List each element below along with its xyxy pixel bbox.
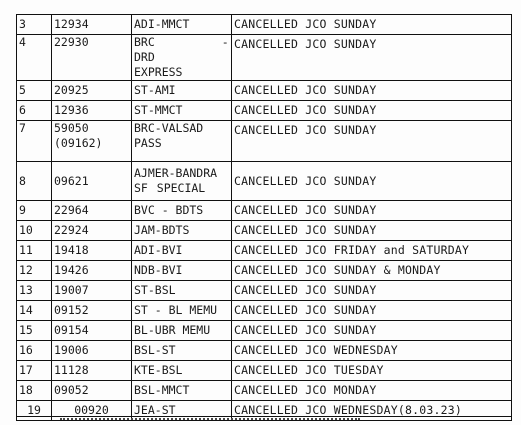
- table-row: [17, 341, 512, 361]
- train-number: 19426: [52, 261, 132, 281]
- cancellation-remark: CANCELLED JCO SUNDAY: [232, 121, 512, 162]
- cancellation-remark: CANCELLED JCO SUNDAY: [232, 301, 512, 321]
- train-route: NDB-BVI: [132, 261, 232, 281]
- train-number: 11128: [52, 361, 132, 381]
- table-row: [17, 241, 512, 261]
- cancellation-remark: CANCELLED JCO SUNDAY: [232, 201, 512, 221]
- cancellation-remark: CANCELLED JCO MONDAY: [232, 381, 512, 401]
- train-route: JAM-BDTS: [132, 221, 232, 241]
- train-route: BRC - DRD EXPRESS: [132, 35, 232, 81]
- table-bottom-border: [16, 416, 511, 417]
- train-number: 09152: [52, 301, 132, 321]
- serial-number: 19: [17, 401, 52, 421]
- train-route: JEA-ST: [132, 401, 232, 421]
- table-row: [17, 15, 512, 35]
- train-route: BSL-MMCT: [132, 381, 232, 401]
- train-route-text: AJMER-BANDRA SF SPECIAL: [134, 166, 218, 195]
- train-route: KTE-BSL: [132, 361, 232, 381]
- train-route: ADI-MMCT: [132, 15, 232, 35]
- table-row: [17, 121, 512, 162]
- serial-number: 12: [17, 261, 52, 281]
- cancellation-remark: CANCELLED JCO TUESDAY: [232, 361, 512, 381]
- serial-number: 10: [17, 221, 52, 241]
- table-row: [17, 361, 512, 381]
- train-number: 19006: [52, 341, 132, 361]
- serial-number: 17: [17, 361, 52, 381]
- serial-number: 6: [17, 101, 52, 121]
- table-row: [17, 321, 512, 341]
- table-row: [17, 35, 512, 81]
- train-route: ST-AMI: [132, 81, 232, 101]
- serial-number: 11: [17, 241, 52, 261]
- table-row: [17, 162, 512, 201]
- cancellation-remark: CANCELLED JCO WEDNESDAY(8.03.23): [232, 401, 512, 421]
- train-number: 22930: [52, 35, 132, 81]
- train-number: 59050 (09162): [52, 121, 132, 162]
- cancellation-remark: CANCELLED JCO FRIDAY and SATURDAY: [232, 241, 512, 261]
- cancellation-remark: CANCELLED JCO SUNDAY: [232, 81, 512, 101]
- train-route: ST - BL MEMU: [132, 301, 232, 321]
- serial-number: 9: [17, 201, 52, 221]
- table-row: [17, 301, 512, 321]
- train-route: BRC-VALSAD PASS: [132, 121, 232, 162]
- cancellation-remark: CANCELLED JCO SUNDAY & MONDAY: [232, 261, 512, 281]
- train-number: 19007: [52, 281, 132, 301]
- table-row: [17, 81, 512, 101]
- cancellation-remark: CANCELLED JCO WEDNESDAY: [232, 341, 512, 361]
- train-number: 09154: [52, 321, 132, 341]
- serial-number: 16: [17, 341, 52, 361]
- cancellation-remark: CANCELLED JCO SUNDAY: [232, 162, 512, 201]
- train-route: [132, 162, 232, 201]
- serial-number: 7: [17, 121, 52, 162]
- train-number: 22924: [52, 221, 132, 241]
- table-row: [17, 281, 512, 301]
- train-number: 20925: [52, 81, 132, 101]
- table-row: [17, 381, 512, 401]
- train-number: 12936: [52, 101, 132, 121]
- train-number: 19418: [52, 241, 132, 261]
- train-number: 09052: [52, 381, 132, 401]
- table-row: [17, 201, 512, 221]
- train-number: 12934: [52, 15, 132, 35]
- cancellation-remark: CANCELLED JCO SUNDAY: [232, 281, 512, 301]
- serial-number: 5: [17, 81, 52, 101]
- train-number: 00920: [52, 401, 132, 421]
- cancellation-remark: CANCELLED JCO SUNDAY: [232, 35, 512, 81]
- train-route: BSL-ST: [132, 341, 232, 361]
- serial-number: 15: [17, 321, 52, 341]
- cancellation-remark: CANCELLED JCO SUNDAY: [232, 101, 512, 121]
- train-route: ADI-BVI: [132, 241, 232, 261]
- table-row: [17, 221, 512, 241]
- cut-off-handwritten-note: [60, 418, 360, 422]
- table-row: [17, 261, 512, 281]
- serial-number: 8: [17, 162, 52, 201]
- train-route: ST-BSL: [132, 281, 232, 301]
- cancellation-remark: CANCELLED JCO SUNDAY: [232, 321, 512, 341]
- train-number: 09621: [52, 162, 132, 201]
- serial-number: 4: [17, 35, 52, 81]
- train-route: BL-UBR MEMU: [132, 321, 232, 341]
- train-route: ST-MMCT: [132, 101, 232, 121]
- train-number: 22964: [52, 201, 132, 221]
- serial-number: 18: [17, 381, 52, 401]
- train-route: BVC - BDTS: [132, 201, 232, 221]
- serial-number: 14: [17, 301, 52, 321]
- cancellation-remark: CANCELLED JCO SUNDAY: [232, 15, 512, 35]
- serial-number: 3: [17, 15, 52, 35]
- table-row: [17, 101, 512, 121]
- train-cancellation-table: [16, 14, 512, 421]
- cancellation-remark: CANCELLED JCO SUNDAY: [232, 221, 512, 241]
- serial-number: 13: [17, 281, 52, 301]
